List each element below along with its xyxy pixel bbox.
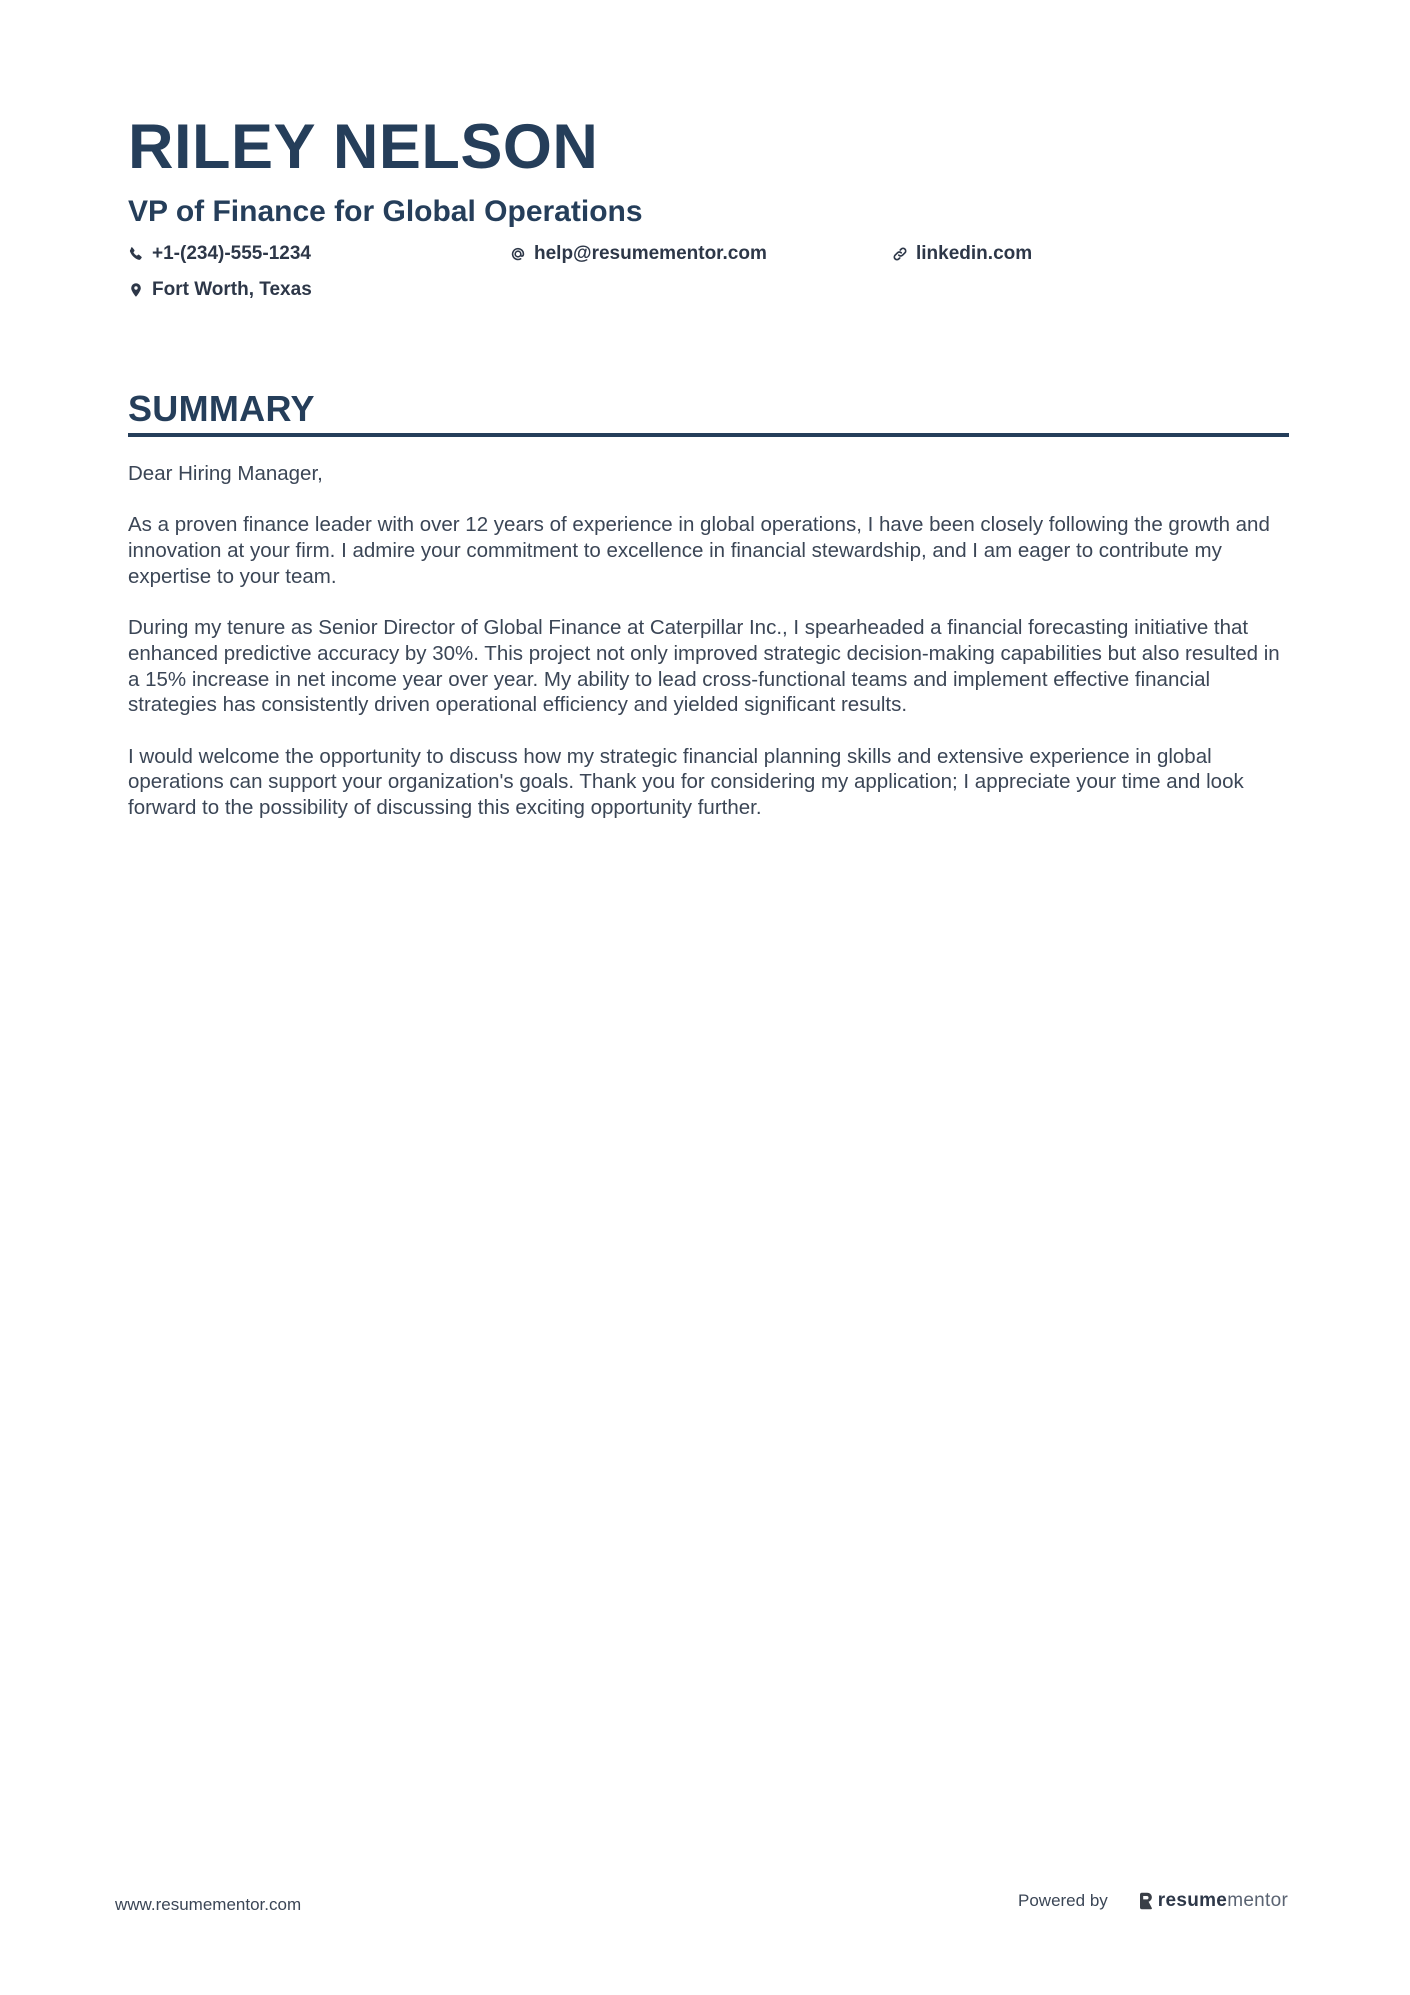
paragraph-intro: As a proven finance leader with over 12 years of experience in global operations, I have been closely following the growth and innovation at your firm. I admire your commitment to excellence in financial stewardship, and I am eager to contribute my expertise to your team. [128, 513, 1270, 588]
resume-header [128, 108, 1288, 310]
contact-info [128, 242, 1288, 310]
footer-powered-by [1018, 1890, 1288, 1912]
contact-linkedin[interactable] [892, 242, 1032, 266]
location-text: Fort Worth, Texas [152, 279, 312, 300]
link-icon [892, 246, 908, 262]
job-title: VP of Finance for Global Operations [128, 195, 643, 228]
map-pin-icon [128, 282, 144, 298]
brand-name-resume: resume [1157, 1890, 1228, 1911]
brand-logo[interactable] [1138, 1890, 1288, 1912]
salutation: Dear Hiring Manager, [128, 462, 323, 485]
contact-location [128, 278, 312, 302]
paragraph-closing: I would welcome the opportunity to discuss how my strategic financial planning skills and extensive experience in global operations can support your organization's goals. Thank you for considering my application; I appreciate your time and look forward to the possibility of discussing this exciting opportunity further. [128, 744, 1244, 820]
section-heading: SUMMARY [128, 388, 315, 429]
footer-website[interactable]: www.resumementor.com [115, 1895, 302, 1914]
resumementor-logo-icon [1138, 1891, 1154, 1911]
contact-phone[interactable] [128, 242, 311, 266]
email-text: help@resumementor.com [534, 243, 767, 264]
contact-email[interactable] [510, 242, 767, 266]
at-icon [510, 246, 526, 262]
candidate-name: RILEY NELSON [128, 112, 599, 182]
paragraph-experience: During my tenure as Senior Director of Global Finance at Caterpillar Inc., I spearheaded a financial forecasting initiative that enhanced predictive accuracy by 30%. This project not only improved strategic decision-making capabilities but also resulted in a 15% increase in net income year over year. My ability to lead cross-functional teams and implement effective financial strategies has consistently driven operational efficiency and yielded significant results. [128, 616, 1280, 717]
phone-text: +1-(234)-555-1234 [152, 243, 311, 264]
phone-icon [128, 246, 144, 262]
summary-body [128, 461, 1289, 821]
powered-by-label: Powered by [1018, 1891, 1108, 1910]
summary-section [128, 387, 1289, 846]
linkedin-text: linkedin.com [916, 243, 1033, 264]
brand-name-mentor: mentor [1227, 1890, 1289, 1911]
section-divider [128, 433, 1289, 437]
